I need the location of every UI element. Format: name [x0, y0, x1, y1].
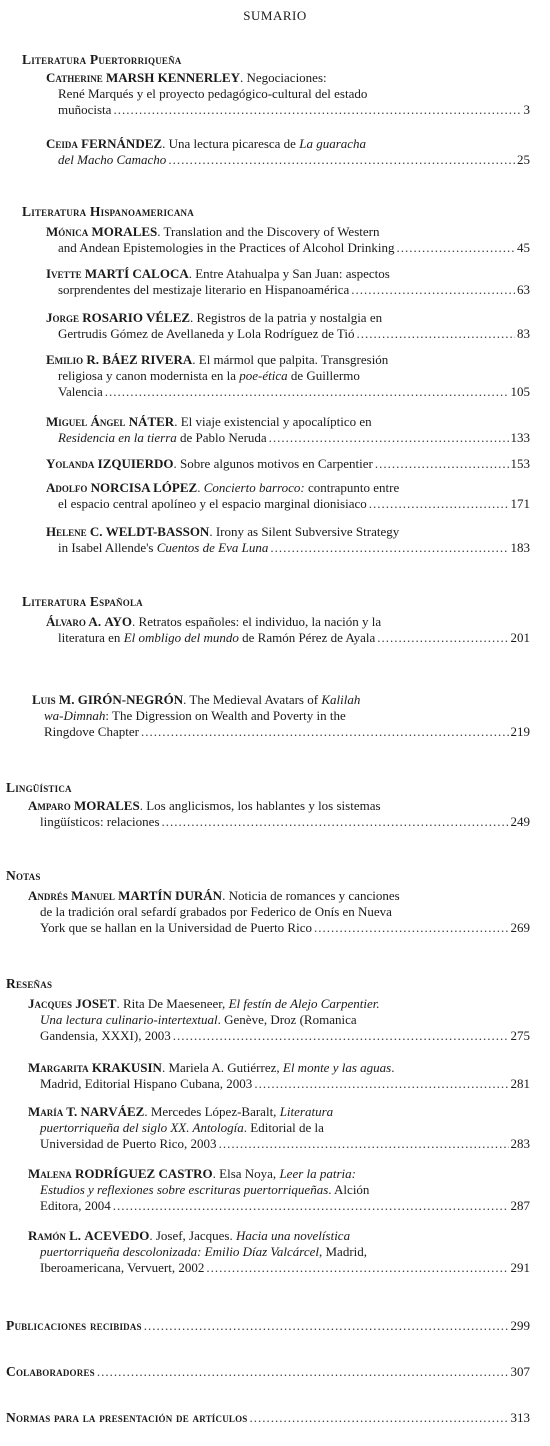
- leader-dots: [105, 384, 509, 400]
- entry-title: Madrid, Editorial Hispano Cubana, 2003: [40, 1076, 253, 1091]
- author-name: Malena RODRÍGUEZ CASTRO: [28, 1166, 213, 1181]
- entry-title: Retratos españoles: el individuo, la nación y la: [138, 614, 382, 629]
- toc-entry[interactable]: Ramón L. ACEVEDO. Josef, Jacques. Hacia una novelística puertorriqueña descolonizada: Emilio Díaz Valcárcel, Madrid, Iberoamericana, Vervuert, 2002 ..... 291: [28, 1228, 530, 1276]
- leader-dots: [377, 630, 508, 646]
- toc-entry[interactable]: Álvaro A. AYO. Retratos españoles: el individuo, la nación y la literatura en El ombligo del mundo de Ramón Pérez de Ayala ..... 201: [46, 614, 530, 646]
- toc-entry[interactable]: Yolanda IZQUIERDO. Sobre algunos motivos en Carpentier ..... 153: [46, 456, 530, 472]
- leader-dots: [173, 1028, 509, 1044]
- leader-dots: [144, 1318, 509, 1334]
- entry-title: : The Digression on Wealth and Poverty in the: [105, 708, 346, 723]
- section-heading: Publicaciones recibidas: [6, 1318, 142, 1333]
- author-name: Amparo MORALES: [28, 798, 140, 813]
- author-name: Ivette MARTÍ CALOCA: [46, 266, 189, 281]
- author-name: Andrés Manuel MARTÍN DURÁN: [28, 888, 223, 903]
- entry-title: contrapunto entre: [304, 480, 400, 495]
- page-number: 63: [517, 282, 530, 297]
- entry-title: Rita De Maeseneer,: [122, 996, 229, 1011]
- page-number: 25: [517, 152, 530, 167]
- punctuation: .: [391, 1060, 395, 1075]
- page-number: 307: [510, 1364, 530, 1379]
- entry-title: The Medieval Avatars of: [189, 692, 322, 707]
- entry-title: Josef, Jacques.: [155, 1228, 236, 1243]
- page-number: 183: [510, 540, 530, 555]
- author-name: Margarita KRAKUSIN: [28, 1060, 162, 1075]
- leader-dots: [375, 456, 509, 472]
- entry-title: René Marqués y el proyecto pedagógico-cultural del estado: [58, 86, 368, 101]
- author-name: Ceida FERNÁNDEZ: [46, 136, 163, 151]
- leader-dots: [141, 724, 509, 740]
- toc-entry[interactable]: Miguel Ángel NÁTER. El viaje existencial y apocalíptico en Residencia en la tierra de Pablo Neruda ..... 133: [46, 414, 530, 446]
- toc-entry[interactable]: Jacques JOSET. Rita De Maeseneer, El festín de Alejo Carpentier. Una lectura culinario-intertextual. Genève, Droz (Romanica Gandensia, XXXI), 2003 ..... 275: [28, 996, 530, 1044]
- leader-dots: [206, 1260, 508, 1276]
- entry-title-italic: El monte y las aguas: [282, 1060, 392, 1075]
- entry-title-italic: Una lectura culinario-intertextual: [40, 1012, 218, 1027]
- page-number: 291: [510, 1260, 530, 1275]
- page-number: 313: [510, 1410, 530, 1425]
- entry-title: Universidad de Puerto Rico, 2003: [40, 1136, 217, 1151]
- entry-title-italic: Residencia en la tierra: [58, 430, 177, 445]
- toc-entry[interactable]: Mónica MORALES. Translation and the Discovery of Western and Andean Epistemologies in the Practices of Alcohol Drinking ..... 45: [46, 224, 530, 256]
- section-heading: Normas para la presentación de artículos: [6, 1410, 248, 1425]
- entry-title-italic: puertorriqueña del siglo XX. Antología: [40, 1120, 244, 1135]
- entry-title: Gertrudis Gómez de Avellaneda y Lola Rodríguez de Tió: [58, 326, 355, 341]
- leader-dots: [351, 282, 515, 298]
- entry-title: in Isabel Allende's: [58, 540, 157, 555]
- entry-title: York que se hallan en la Universidad de Puerto Rico: [40, 920, 312, 935]
- entry-title: and Andean Epistemologies in the Practices of Alcohol Drinking: [58, 240, 395, 255]
- author-name: Helene C. WELDT-BASSON: [46, 524, 210, 539]
- entry-title: Iberoamericana, Vervuert, 2002: [40, 1260, 205, 1275]
- entry-title: de Pablo Neruda: [176, 430, 267, 445]
- author-name: Álvaro A. AYO: [46, 614, 133, 629]
- entry-title: El mármol que palpita. Transgresión: [198, 352, 389, 367]
- entry-title-italic: Literatura: [279, 1104, 334, 1119]
- page-number: 287: [510, 1198, 530, 1213]
- entry-title: Translation and the Discovery of Western: [163, 224, 380, 239]
- leader-dots: [162, 814, 509, 830]
- toc-entry[interactable]: Emilio R. BÁEZ RIVERA. El mármol que palpita. Transgresión religiosa y canon modernista en la poe-ética de Guillermo Valencia ..... 105: [46, 352, 530, 400]
- page-number: 269: [510, 920, 530, 935]
- entry-title: . Genève, Droz (Romanica: [217, 1012, 357, 1027]
- entry-title: Mariela A. Gutiérrez,: [168, 1060, 283, 1075]
- author-name: Luis M. GIRÓN-NEGRÓN: [32, 692, 184, 707]
- entry-title: El viaje existencial y apocalíptico en: [180, 414, 372, 429]
- page-number: 153: [510, 456, 530, 471]
- entry-title: . Editorial de la: [243, 1120, 324, 1135]
- entry-title-italic: Leer la patria:: [279, 1166, 356, 1181]
- entry-title-italic: Kalilah: [321, 692, 361, 707]
- entry-title: Los anglicismos, los hablantes y los sistemas: [146, 798, 381, 813]
- entry-title-italic: Hacia una novelística: [235, 1228, 351, 1243]
- entry-title: de Guillermo: [287, 368, 360, 383]
- entry-title-italic: Estudios y reflexiones sobre escrituras puertorriqueñas: [40, 1182, 329, 1197]
- toc-entry[interactable]: Andrés Manuel MARTÍN DURÁN. Noticia de romances y canciones de la tradición oral sefardí grabados por Federico de Onís en Nueva York que se hallan en la Universidad de Puerto Rico ..... 269: [28, 888, 530, 936]
- page-number: 3: [523, 102, 530, 117]
- entry-title: . Alción: [328, 1182, 370, 1197]
- toc-entry-colaboradores[interactable]: [6, 1364, 530, 1380]
- entry-title-italic: El festín de Alejo Carpentier.: [228, 996, 380, 1011]
- section-heading: Lingüística: [6, 780, 72, 795]
- leader-dots: [250, 1410, 509, 1426]
- entry-title: religiosa y canon modernista en la: [58, 368, 240, 383]
- entry-title-italic: wa-Dimnah: [44, 708, 106, 723]
- leader-dots: [113, 1198, 509, 1214]
- entry-title-italic: Cuentos de Eva Luna: [156, 540, 269, 555]
- page-title: SUMARIO: [243, 8, 307, 23]
- leader-dots: [269, 430, 509, 446]
- entry-title: Entre Atahualpa y San Juan: aspectos: [195, 266, 390, 281]
- toc-entry-normas[interactable]: [6, 1410, 530, 1426]
- entry-title: Irony as Silent Subversive Strategy: [215, 524, 400, 539]
- entry-title: Negociaciones:: [246, 70, 327, 85]
- leader-dots: [219, 1136, 509, 1152]
- entry-title: Valencia: [58, 384, 103, 399]
- author-name: Mónica MORALES: [46, 224, 158, 239]
- section-heading: Colaboradores: [6, 1364, 95, 1379]
- entry-title: Editora, 2004: [40, 1198, 111, 1213]
- leader-dots: [314, 920, 509, 936]
- leader-dots: [254, 1076, 508, 1092]
- leader-dots: [270, 540, 508, 556]
- entry-title: de Ramón Pérez de Ayala: [238, 630, 376, 645]
- section-heading: Literatura Puertorriqueña: [22, 52, 182, 67]
- section-heading: Literatura Española: [22, 594, 143, 609]
- entry-title: , Madrid,: [319, 1244, 368, 1259]
- section-heading: Reseñas: [6, 976, 53, 991]
- toc-entry[interactable]: Catherine MARSH KENNERLEY. Negociaciones: René Marqués y el proyecto pedagógico-cultural del estado muñocista ..... 3: [46, 70, 530, 118]
- author-name: Yolanda IZQUIERDO: [46, 456, 174, 471]
- page-number: 249: [510, 814, 530, 829]
- leader-dots: [168, 152, 515, 168]
- section-heading: Literatura Hispanoamericana: [22, 204, 194, 219]
- toc-entry[interactable]: María T. NARVÁEZ. Mercedes López-Baralt, Literatura puertorriqueña del siglo XX. Antología. Editorial de la Universidad de Puerto Rico, 2003 ..... 283: [28, 1104, 530, 1152]
- entry-title-italic: El ombligo del mundo: [123, 630, 239, 645]
- author-name: Emilio R. BÁEZ RIVERA: [46, 352, 193, 367]
- entry-title: Gandensia, XXXI), 2003: [40, 1028, 171, 1043]
- toc-entry[interactable]: Jorge ROSARIO VÉLEZ. Registros de la patria y nostalgia en Gertrudis Gómez de Avellaneda y Lola Rodríguez de Tió ..... 83: [46, 310, 530, 342]
- entry-title: el espacio central apolíneo y el espacio marginal dionisiaco: [58, 496, 367, 511]
- page-number: 105: [510, 384, 530, 399]
- entry-title-italic: puertorriqueña descolonizada: Emilio Díaz Valcárcel: [40, 1244, 319, 1259]
- entry-title-italic: Concierto barroco:: [203, 480, 305, 495]
- toc-entry[interactable]: Helene C. WELDT-BASSON. Irony as Silent Subversive Strategy in Isabel Allende's Cuentos de Eva Luna ..... 183: [46, 524, 530, 556]
- author-name: Adolfo NORCISA LÓPEZ: [46, 480, 198, 495]
- page-number: 171: [510, 496, 530, 511]
- toc-entry[interactable]: Margarita KRAKUSIN. Mariela A. Gutiérrez, El monte y las aguas. Madrid, Editorial Hispano Cubana, 2003 ..... 281: [28, 1060, 530, 1092]
- entry-title: Elsa Noya,: [219, 1166, 280, 1181]
- entry-title-italic: del Macho Camacho: [58, 152, 167, 167]
- entry-title: Mercedes López-Baralt,: [150, 1104, 280, 1119]
- leader-dots: [113, 102, 521, 118]
- page-number: 299: [510, 1318, 530, 1333]
- page-number: 133: [510, 430, 530, 445]
- toc-entry[interactable]: Ivette MARTÍ CALOCA. Entre Atahualpa y San Juan: aspectos sorprendentes del mestizaje literario en Hispanoamérica ..... 63: [46, 266, 530, 298]
- toc-entry[interactable]: Adolfo NORCISA LÓPEZ. Concierto barroco: contrapunto entre el espacio central apolíneo y el espacio marginal dionisiaco ..... 171: [46, 480, 530, 512]
- leader-dots: [397, 240, 516, 256]
- page-number: 83: [517, 326, 530, 341]
- leader-dots: [97, 1364, 509, 1380]
- toc-entry[interactable]: Amparo MORALES. Los anglicismos, los hablantes y los sistemas lingüísticos: relaciones ..... 249: [28, 798, 530, 830]
- toc-entry[interactable]: Luis M. GIRÓN-NEGRÓN. The Medieval Avatars of Kalilah wa-Dimnah: The Digression on Wealth and Poverty in the Ringdove Chapter ..... 219: [32, 692, 530, 740]
- entry-title: sorprendentes del mestizaje literario en Hispanoamérica: [58, 282, 350, 297]
- section-heading: Notas: [6, 868, 41, 883]
- author-name: Jorge ROSARIO VÉLEZ: [46, 310, 191, 325]
- author-name: Catherine MARSH KENNERLEY: [46, 70, 240, 85]
- author-name: Miguel Ángel NÁTER: [46, 414, 175, 429]
- author-name: Jacques JOSET: [28, 996, 117, 1011]
- entry-title-italic: La guaracha: [299, 136, 367, 151]
- entry-title: Sobre algunos motivos en Carpentier: [180, 456, 373, 471]
- entry-title: Registros de la patria y nostalgia en: [196, 310, 383, 325]
- page-number: 201: [510, 630, 530, 645]
- page-number: 275: [510, 1028, 530, 1043]
- entry-title: Una lectura picaresca de: [168, 136, 300, 151]
- page-number: 219: [510, 724, 530, 739]
- toc-entry[interactable]: Ceida FERNÁNDEZ. Una lectura picaresca de La guaracha del Macho Camacho ..... 25: [46, 136, 530, 168]
- page-number: 281: [510, 1076, 530, 1091]
- entry-title: de la tradición oral sefardí grabados por Federico de Onís en Nueva: [40, 904, 392, 919]
- entry-title: Noticia de romances y canciones: [228, 888, 400, 903]
- entry-title: lingüísticos: relaciones: [40, 814, 160, 829]
- entry-title-italic: poe-ética: [239, 368, 288, 383]
- toc-entry[interactable]: Malena RODRÍGUEZ CASTRO. Elsa Noya, Leer la patria: Estudios y reflexiones sobre escrituras puertorriqueñas. Alción Editora, 2004 ..... 287: [28, 1166, 530, 1214]
- leader-dots: [357, 326, 515, 342]
- author-name: Ramón L. ACEVEDO: [28, 1228, 150, 1243]
- page-number: 283: [510, 1136, 530, 1151]
- toc-entry-publicaciones[interactable]: [6, 1318, 530, 1334]
- author-name: María T. NARVÁEZ: [28, 1104, 145, 1119]
- entry-title: Ringdove Chapter: [44, 724, 139, 739]
- page-number: 45: [517, 240, 530, 255]
- leader-dots: [369, 496, 509, 512]
- entry-title: muñocista: [58, 102, 112, 117]
- entry-title: literatura en: [58, 630, 124, 645]
